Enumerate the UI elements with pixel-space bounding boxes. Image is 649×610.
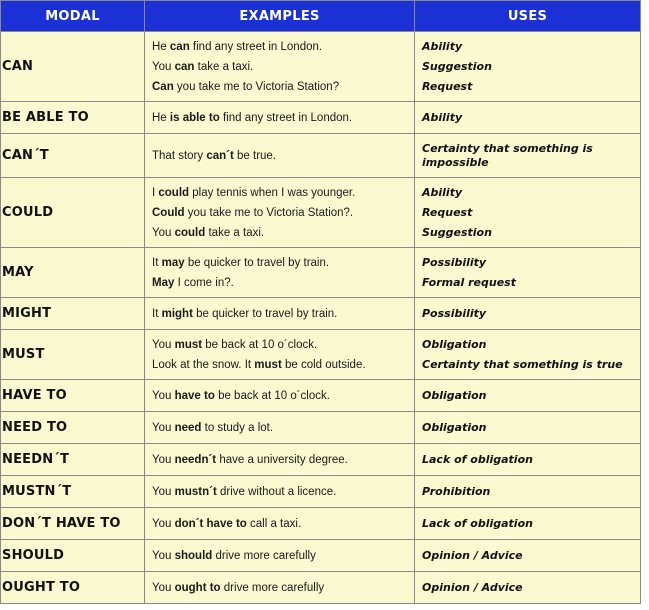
table-body bbox=[1, 32, 641, 604]
example-text: take a taxi. bbox=[194, 60, 254, 73]
example-sentence bbox=[152, 514, 414, 534]
example-sentence bbox=[152, 203, 414, 223]
uses-cell bbox=[415, 248, 641, 298]
uses-cell bbox=[415, 102, 641, 134]
examples-cell bbox=[145, 508, 415, 540]
examples-cell bbox=[145, 572, 415, 604]
use-label: Certainty that something is impossible bbox=[422, 141, 593, 169]
example-sentence bbox=[152, 183, 414, 203]
use-label: Prohibition bbox=[422, 484, 491, 498]
use-label: Certainty that something is true bbox=[422, 357, 623, 371]
example-text: You bbox=[152, 453, 175, 466]
example-text: find any street in London. bbox=[219, 111, 353, 124]
modal-highlight: Can bbox=[152, 80, 174, 93]
modal-cell: DON´T HAVE TO bbox=[1, 508, 145, 540]
example-text: Look at the snow. It bbox=[152, 358, 255, 371]
table-row bbox=[1, 540, 641, 572]
modal-highlight: might bbox=[161, 307, 193, 320]
example-text: You bbox=[152, 338, 175, 351]
example-text: be back at 10 o´clock. bbox=[202, 338, 318, 351]
table-row bbox=[1, 102, 641, 134]
example-text: be quicker to travel by train. bbox=[184, 256, 330, 269]
modal-highlight: Could bbox=[152, 206, 185, 219]
uses-cell bbox=[415, 412, 641, 444]
example-sentence bbox=[152, 273, 414, 293]
modal-cell: CAN bbox=[1, 32, 145, 102]
modal-cell: OUGHT TO bbox=[1, 572, 145, 604]
use-label: Lack of obligation bbox=[422, 452, 533, 466]
example-sentence bbox=[152, 223, 414, 243]
example-text: drive more carefully bbox=[220, 581, 325, 594]
example-sentence bbox=[152, 37, 414, 57]
example-text: you take me to Victoria Station?. bbox=[184, 206, 354, 219]
examples-cell bbox=[145, 134, 415, 178]
table-row bbox=[1, 32, 641, 102]
modal-highlight: mustn´t bbox=[174, 485, 217, 498]
example-text: play tennis when I was younger. bbox=[189, 186, 356, 199]
example-text: You bbox=[152, 389, 175, 402]
examples-cell bbox=[145, 540, 415, 572]
example-sentence bbox=[152, 578, 414, 598]
uses-cell bbox=[415, 32, 641, 102]
examples-cell bbox=[145, 330, 415, 380]
examples-cell bbox=[145, 298, 415, 330]
modal-highlight: is able to bbox=[169, 111, 220, 124]
uses-cell bbox=[415, 330, 641, 380]
modal-highlight: May bbox=[152, 276, 175, 289]
example-text: It bbox=[152, 256, 162, 269]
example-sentence bbox=[152, 108, 414, 128]
table-row bbox=[1, 508, 641, 540]
uses-cell bbox=[415, 540, 641, 572]
uses-cell bbox=[415, 134, 641, 178]
modal-cell: COULD bbox=[1, 178, 145, 248]
modal-cell: HAVE TO bbox=[1, 380, 145, 412]
example-text: You bbox=[152, 517, 175, 530]
use-label: Suggestion bbox=[422, 59, 492, 73]
use-label: Request bbox=[422, 205, 473, 219]
header-uses: USES bbox=[415, 1, 641, 32]
use-label: Ability bbox=[422, 185, 463, 199]
modal-highlight: could bbox=[158, 186, 190, 199]
table-row bbox=[1, 134, 641, 178]
example-sentence bbox=[152, 355, 414, 375]
example-text: He bbox=[152, 111, 170, 124]
table-row bbox=[1, 248, 641, 298]
table-row bbox=[1, 380, 641, 412]
example-text: That story bbox=[152, 149, 207, 162]
example-sentence bbox=[152, 57, 414, 77]
example-text: call a taxi. bbox=[246, 517, 302, 530]
example-text: You bbox=[152, 549, 175, 562]
example-text: I bbox=[152, 186, 159, 199]
modal-highlight: must bbox=[174, 338, 203, 351]
example-text: It bbox=[152, 307, 162, 320]
example-sentence bbox=[152, 335, 414, 355]
example-text: I come in?. bbox=[174, 276, 234, 289]
uses-cell bbox=[415, 298, 641, 330]
example-text: You bbox=[152, 485, 175, 498]
modal-cell: NEED TO bbox=[1, 412, 145, 444]
use-label: Ability bbox=[422, 39, 463, 53]
example-text: have a university degree. bbox=[216, 453, 348, 466]
example-text: He bbox=[152, 40, 170, 53]
modal-highlight: don´t have to bbox=[174, 517, 247, 530]
table-row bbox=[1, 298, 641, 330]
header-modal: MODAL bbox=[1, 1, 145, 32]
table-row bbox=[1, 178, 641, 248]
modal-highlight: ought to bbox=[174, 581, 221, 594]
examples-cell bbox=[145, 444, 415, 476]
example-sentence bbox=[152, 304, 414, 324]
example-sentence bbox=[152, 253, 414, 273]
use-label: Obligation bbox=[422, 388, 487, 402]
example-text: You bbox=[152, 421, 175, 434]
examples-cell bbox=[145, 32, 415, 102]
examples-cell bbox=[145, 380, 415, 412]
modal-cell: MUSTN´T bbox=[1, 476, 145, 508]
example-text: be cold outside. bbox=[281, 358, 366, 371]
use-label: Opinion / Advice bbox=[422, 580, 523, 594]
examples-cell bbox=[145, 178, 415, 248]
uses-cell bbox=[415, 444, 641, 476]
table-row bbox=[1, 412, 641, 444]
modal-highlight: needn´t bbox=[174, 453, 217, 466]
use-label: Possibility bbox=[422, 255, 487, 269]
example-sentence bbox=[152, 450, 414, 470]
examples-cell bbox=[145, 412, 415, 444]
example-text: be back at 10 o´clock. bbox=[214, 389, 330, 402]
uses-cell bbox=[415, 380, 641, 412]
modal-cell: BE ABLE TO bbox=[1, 102, 145, 134]
modal-highlight: can bbox=[169, 40, 190, 53]
modal-cell: MIGHT bbox=[1, 298, 145, 330]
example-text: drive without a licence. bbox=[216, 485, 337, 498]
example-text: You bbox=[152, 60, 175, 73]
example-sentence bbox=[152, 482, 414, 502]
example-text: You bbox=[152, 581, 175, 594]
modal-cell: CAN´T bbox=[1, 134, 145, 178]
uses-cell bbox=[415, 178, 641, 248]
use-label: Obligation bbox=[422, 420, 487, 434]
modal-highlight: can´t bbox=[206, 149, 234, 162]
example-sentence bbox=[152, 546, 414, 566]
example-sentence bbox=[152, 418, 414, 438]
use-label: Possibility bbox=[422, 306, 487, 320]
modal-cell: MAY bbox=[1, 248, 145, 298]
example-text: be quicker to travel by train. bbox=[192, 307, 338, 320]
table-row bbox=[1, 330, 641, 380]
example-text: be true. bbox=[233, 149, 277, 162]
modal-highlight: may bbox=[161, 256, 185, 269]
header-examples: EXAMPLES bbox=[145, 1, 415, 32]
table-row bbox=[1, 444, 641, 476]
modal-cell: MUST bbox=[1, 330, 145, 380]
modal-highlight: must bbox=[254, 358, 282, 371]
uses-cell bbox=[415, 572, 641, 604]
example-text: drive more carefully bbox=[212, 549, 316, 562]
use-label: Request bbox=[422, 79, 473, 93]
modal-cell: NEEDN´T bbox=[1, 444, 145, 476]
example-sentence bbox=[152, 146, 414, 166]
examples-cell bbox=[145, 102, 415, 134]
modal-highlight: can bbox=[174, 60, 195, 73]
use-label: Opinion / Advice bbox=[422, 548, 523, 562]
examples-cell bbox=[145, 476, 415, 508]
examples-cell bbox=[145, 248, 415, 298]
table-row bbox=[1, 572, 641, 604]
use-label: Formal request bbox=[422, 275, 516, 289]
example-sentence bbox=[152, 386, 414, 406]
example-text: find any street in London. bbox=[189, 40, 323, 53]
example-text: You bbox=[152, 226, 175, 239]
modal-cell: SHOULD bbox=[1, 540, 145, 572]
uses-cell bbox=[415, 476, 641, 508]
modal-highlight: have to bbox=[174, 389, 215, 402]
use-label: Lack of obligation bbox=[422, 516, 533, 530]
use-label: Obligation bbox=[422, 337, 487, 351]
example-text: to study a lot. bbox=[201, 421, 274, 434]
example-text: you take me to Victoria Station? bbox=[173, 80, 340, 93]
header-row bbox=[1, 1, 641, 32]
example-text: take a taxi. bbox=[205, 226, 265, 239]
table-row bbox=[1, 476, 641, 508]
modal-highlight: could bbox=[174, 226, 206, 239]
modal-highlight: should bbox=[174, 549, 213, 562]
uses-cell bbox=[415, 508, 641, 540]
use-label: Ability bbox=[422, 110, 463, 124]
modal-highlight: need bbox=[174, 421, 202, 434]
example-sentence bbox=[152, 77, 414, 97]
use-label: Suggestion bbox=[422, 225, 492, 239]
